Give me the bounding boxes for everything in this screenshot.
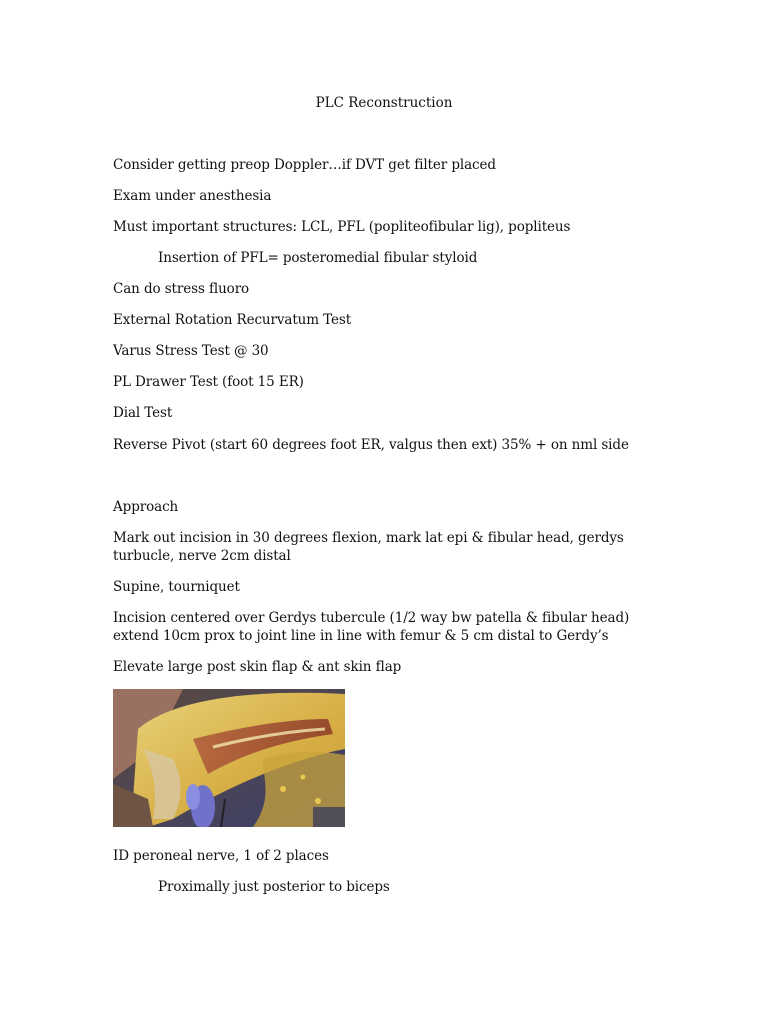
exam-line-er-recurvatum: External Rotation Recurvatum Test xyxy=(113,312,352,328)
section-heading-approach: Approach xyxy=(113,499,179,515)
exam-line-dial-test: Dial Test xyxy=(113,405,173,421)
approach-line-skin-flaps: Elevate large post skin flap & ant skin flap xyxy=(113,659,402,675)
approach-line-incision: Incision centered over Gerdys tubercule (1/2 way bw patella & fibular head) extend 10cm prox to joint line in line with femur & 5 cm distal to Gerdy’s xyxy=(113,610,630,644)
approach-line-positioning: Supine, tourniquet xyxy=(113,579,240,595)
approach-line-mark-incision: Mark out incision in 30 degrees flexion, mark lat epi & fibular head, gerdys turbucle, nerve 2cm distal xyxy=(113,530,624,564)
exam-line-eua: Exam under anesthesia xyxy=(113,188,272,204)
exam-line-reverse-pivot: Reverse Pivot (start 60 degrees foot ER, valgus then ext) 35% + on nml side xyxy=(113,437,629,453)
step-line-proximally: Proximally just posterior to biceps xyxy=(158,879,390,895)
exam-line-varus-stress: Varus Stress Test @ 30 xyxy=(113,343,269,359)
exam-line-pfl-insertion: Insertion of PFL= posteromedial fibular styloid xyxy=(158,250,478,266)
page-title: PLC Reconstruction xyxy=(315,95,453,111)
exam-line-doppler: Consider getting preop Doppler…if DVT get filter placed xyxy=(113,157,496,173)
surgical-photo xyxy=(113,689,345,827)
exam-line-structures: Must important structures: LCL, PFL (popliteofibular lig), popliteus xyxy=(113,219,571,235)
step-line-id-peroneal-nerve: ID peroneal nerve, 1 of 2 places xyxy=(113,848,329,864)
exam-line-pl-drawer: PL Drawer Test (foot 15 ER) xyxy=(113,374,304,390)
exam-line-stress-fluoro: Can do stress fluoro xyxy=(113,281,250,297)
